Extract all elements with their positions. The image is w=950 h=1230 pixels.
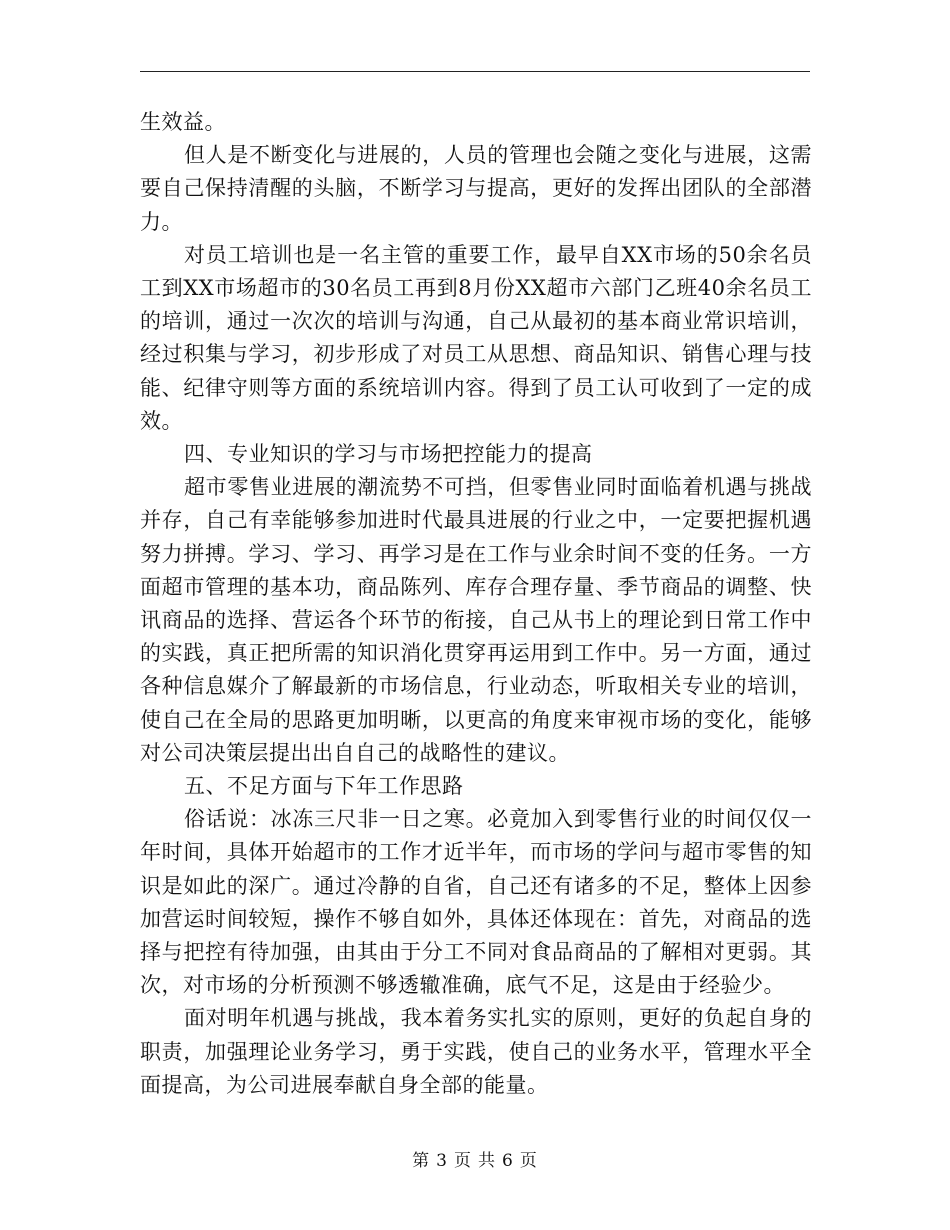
footer-total-prefix: 共: [478, 1151, 496, 1171]
total-pages: 6: [502, 1151, 514, 1171]
paragraph-5: 超市零售业进展的潮流势不可挡，但零售业同时面临着机遇与挑战并存，自己有幸能够参加进时代最具进展的行业之中，一定要把握机遇努力拼搏。学习、学习、再学习是在工作与业余时间不变的任务。一方面超市管理的基本功，商品陈列、库存合理存量、季节商品的调整、快讯商品的选择、营运各个环节的衔接，自己从书上的理论到日常工作中的实践，真正把所需的知识消化贯穿再运用到工作中。另一方面，通过各种信息媒介了解最新的市场信息，行业动态，听取相关专业的培训，使自己在全局的思路更加明晰，以更高的角度来审视市场的变化，能够对公司决策层提出出自自己的战略性的建议。: [140, 475, 812, 765]
header-rule: [140, 71, 810, 72]
footer-prefix: 第: [412, 1151, 431, 1171]
footer-page-unit: 页: [454, 1151, 472, 1171]
paragraph-7: 俗话说：冰冻三尺非一日之寒。必竟加入到零售行业的时间仅仅一年时间，具体开始超市的工作才近半年，而市场的学问与超市零售的知识是如此的深广。通过冷静的自省，自己还有诸多的不足，整体上因参加营运时间较短，操作不够自如外，具体还体现在：首先，对商品的选择与把控有待加强，由其由于分工不同对食品商品的了解相对更弱。其次，对市场的分析预测不够透辙准确，底气不足，这是由于经验少。: [140, 807, 812, 998]
paragraph-8: 面对明年机遇与挑战，我本着务实扎实的原则，更好的负起自身的职责，加强理论业务学习，勇于实践，使自己的业务水平，管理水平全面提高，为公司进展奉献自身全部的能量。: [140, 1006, 812, 1097]
paragraph-3: 对员工培训也是一名主管的重要工作，最早自XX市场的50余名员工到XX市场超市的30名员工再到8月份XX超市六部门乙班40余名员工的培训，通过一次次的培训与沟通，自己从最初的基本商业常识培训，经过积集与学习，初步形成了对员工从思想、商品知识、销售心理与技能、纪律守则等方面的系统培训内容。得到了员工认可收到了一定的成效。: [140, 242, 812, 433]
page-number: 3: [436, 1151, 448, 1171]
page-footer: [0, 1150, 950, 1172]
paragraph-2: 但人是不断变化与进展的，人员的管理也会随之变化与进展，这需要自己保持清醒的头脑，不断学习与提高，更好的发挥出团队的全部潜力。: [140, 143, 812, 234]
paragraph-1: 生效益。: [140, 110, 226, 134]
footer-total-unit: 页: [519, 1151, 538, 1171]
section-heading-4: 四、专业知识的学习与市场把控能力的提高: [184, 442, 593, 467]
section-heading-5: 五、不足方面与下年工作思路: [184, 774, 464, 799]
document-body: [140, 106, 812, 1102]
